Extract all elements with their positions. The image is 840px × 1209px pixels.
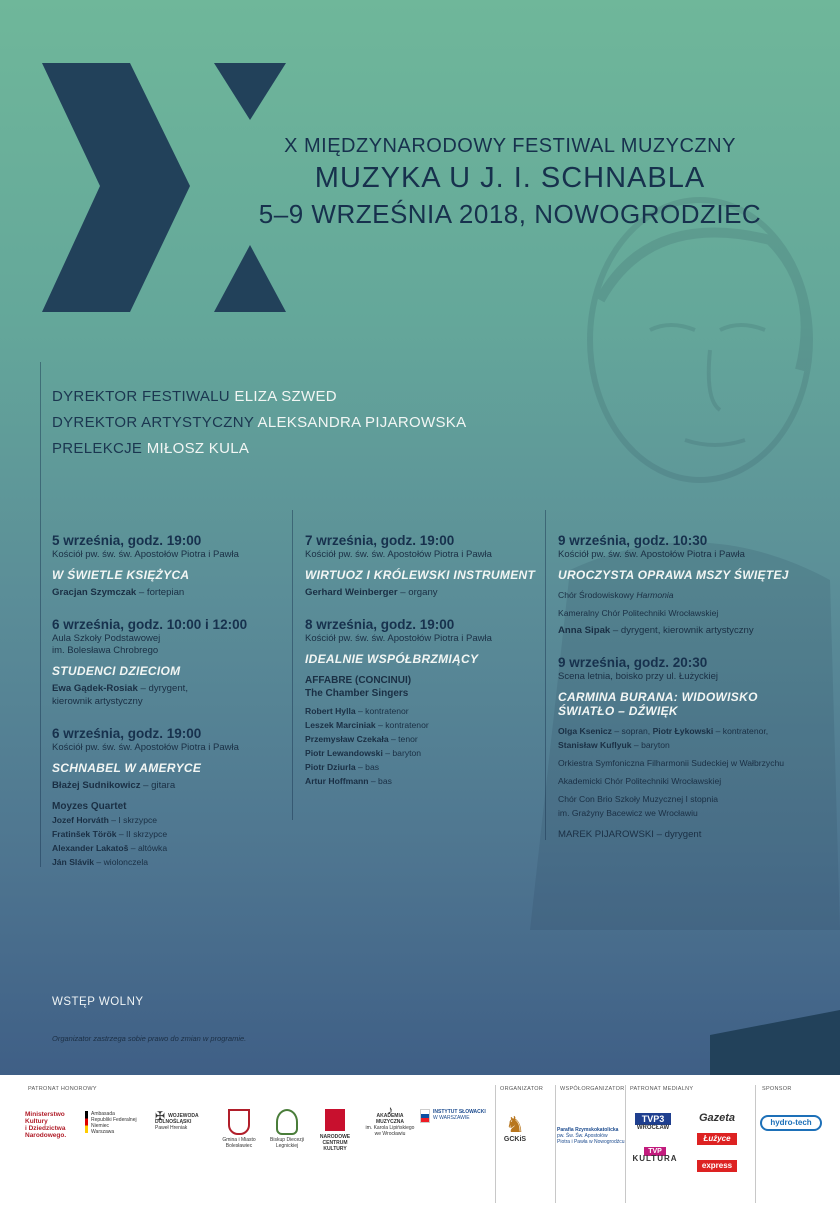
festival-dates-place: 5–9 WRZEŚNIA 2018, NOWOGRODZIEC: [258, 199, 762, 229]
ensemble-name: Chór Con Brio Szkoły Muzycznej I stopnia: [558, 794, 719, 804]
event-sept9-morning: [558, 533, 838, 637]
event-place: im. Bolesława Chrobrego: [52, 645, 159, 656]
event-place: Kościół pw. św. św. Apostołów Piotra i Pawła: [52, 549, 239, 560]
eagle-icon: ✠: [155, 1109, 166, 1123]
footer-divider: [555, 1085, 556, 1203]
ensemble-name: Moyzes Quartet: [52, 801, 127, 812]
event-sept8: [305, 617, 545, 788]
divider-middle: [292, 510, 293, 820]
lyre-icon: ♪: [387, 1103, 393, 1117]
event-date: 7 września, godz. 19:00: [305, 533, 455, 548]
coat-of-arms-icon: [228, 1109, 250, 1135]
ministry-of-culture-logo: Ministerstwo Kultury i Dziedzictwa Narodowego.: [25, 1111, 67, 1139]
event-title: STUDENCI DZIECIOM: [52, 664, 181, 678]
ensemble-name: AFFABRE (CONCINUI): [305, 675, 412, 686]
event-title: UROCZYSTA OPRAWA MSZY ŚWIĘTEJ: [558, 568, 789, 582]
german-embassy-logo: Ambasada Republiki Federalnej Niemiec Warszawa: [85, 1111, 150, 1135]
event-sept5: [52, 533, 287, 599]
program-change-note: Organizator zastrzega sobie prawo do zmian w programie.: [52, 1034, 247, 1043]
luzyce-logo: Łużyce: [697, 1133, 737, 1145]
festival-heading: [250, 135, 770, 230]
event-sept6-morning: [52, 617, 287, 708]
event-date: 5 września, godz. 19:00: [52, 533, 202, 548]
event-date: 9 września, godz. 10:30: [558, 533, 708, 548]
heading-sponsor: SPONSOR: [762, 1086, 792, 1092]
event-place: Scena letnia, boisko przy ul. Łużyckiej: [558, 671, 718, 682]
heading-organizer: ORGANIZATOR: [500, 1086, 544, 1092]
choir: Chór Środowiskowy Harmonia: [558, 590, 674, 600]
boleslawiec-logo: Gmina i Miasto Bolesławiec: [222, 1109, 256, 1149]
heading-coorganizer: WSPÓŁORGANIZATOR: [560, 1086, 625, 1092]
program-column-3: [558, 533, 838, 859]
gckis-logo: ♞ GCKiS: [500, 1113, 530, 1143]
program-column-2: [305, 533, 545, 806]
heading-honorary-patronage: PATRONAT HONOROWY: [28, 1086, 97, 1092]
ensemble-member: Leszek Marciniak – kontratenor: [305, 720, 429, 730]
soloists: Stanisław Kuflyuk – baryton: [558, 740, 670, 750]
festival-edition: X MIĘDZYNARODOWY FESTIWAL MUZYCZNY: [284, 135, 736, 157]
event-sept6-evening: [52, 726, 287, 869]
nck-castle-icon: [325, 1109, 345, 1131]
hydrotech-logo: hydro-tech: [760, 1115, 822, 1131]
event-title: ŚWIATŁO – DŹWIĘK: [558, 704, 678, 718]
ensemble-member: Piotr Dziurla – bas: [305, 762, 380, 772]
event-title: IDEALNIE WSPÓŁBRZMIĄCY: [305, 652, 479, 666]
event-date: 9 września, godz. 20:30: [558, 655, 708, 670]
music-academy-logo: ♪ AKADEMIA MUZYCZNA im. Karola Lipińskiego we Wrocławiu: [362, 1107, 418, 1137]
event-date: 6 września, godz. 19:00: [52, 726, 202, 741]
ensemble-name: Orkiestra Symfoniczna Filharmonii Sudeckiej w Wałbrzychu: [558, 758, 785, 768]
ensemble-member: Robert Hylla – kontratenor: [305, 706, 409, 716]
festival-name: MUZYKA U J. I. SCHNABLA: [314, 162, 706, 194]
event-title: WIRTUOZ I KRÓLEWSKI INSTRUMENT: [305, 568, 536, 582]
tvp-kultura-logo: TVP KULTURA: [632, 1148, 678, 1163]
event-place: Kościół pw. św. św. Apostołów Piotra i Pawła: [52, 742, 239, 753]
director-line: PRELEKCJE MIŁOSZ KULA: [52, 440, 250, 457]
ensemble-member: Alexander Lakatoš – altówka: [52, 843, 168, 853]
corner-triangle-decoration: [710, 1010, 840, 1075]
gazeta-logo: Gazeta: [698, 1112, 736, 1124]
program-column-1: [52, 533, 287, 887]
tvp-kultura-badge: TVP: [644, 1147, 666, 1156]
event-place: Kościół pw. św. św. Apostołów Piotra i Pawła: [558, 549, 745, 560]
event-title: CARMINA BURANA: WIDOWISKO: [558, 690, 758, 704]
ensemble-member: Fratinšek Török – II skrzypce: [52, 829, 168, 839]
voivode-logo: ✠ WOJEWODA DOLNOŚLĄSKI Paweł Hreniak: [155, 1109, 199, 1131]
slovak-flag-icon: [420, 1109, 430, 1123]
conductor: MAREK PIJAROWSKI – dyrygent: [558, 829, 702, 840]
footer-divider: [755, 1085, 756, 1203]
event-sept9-evening: [558, 655, 838, 841]
event-date: 6 września, godz. 10:00 i 12:00: [52, 617, 248, 632]
footer-divider: [625, 1085, 626, 1203]
performer: Anna Sipak – dyrygent, kierownik artystyczny: [558, 625, 754, 636]
performer: Gracjan Szymczak – fortepian: [52, 587, 185, 598]
german-flag-icon: [85, 1111, 88, 1133]
soloists: Olga Ksenicz – sopran, Piotr Łykowski – kontratenor,: [558, 726, 769, 736]
director-line: DYREKTOR FESTIWALU ELIZA SZWED: [52, 388, 337, 405]
ensemble-member: Artur Hoffmann – bas: [305, 776, 392, 786]
tvp3-wroclaw-logo: TVP3 WROCŁAW: [636, 1114, 670, 1131]
sponsors-footer: [0, 1075, 840, 1209]
event-place: Kościół pw. św. św. Apostołów Piotra i Pawła: [305, 549, 492, 560]
footer-divider: [495, 1085, 496, 1203]
event-sept7: [305, 533, 545, 599]
express-logo: express: [697, 1160, 737, 1172]
divider-left: [40, 362, 41, 867]
nck-logo: NARODOWE CENTRUM KULTURY: [318, 1109, 352, 1152]
performer: Gerhard Weinberger – organy: [305, 587, 438, 598]
ensemble-member: Piotr Lewandowski – baryton: [305, 748, 422, 758]
ensemble-name: Akademicki Chór Politechniki Wrocławskiej: [558, 776, 722, 786]
event-title: W ŚWIETLE KSIĘŻYCA: [52, 568, 190, 582]
event-place: Kościół pw. św. św. Apostołów Piotra i Pawła: [305, 633, 492, 644]
ensemble-name: im. Grażyny Bacewicz we Wrocławiu: [558, 808, 698, 818]
ensemble-name: The Chamber Singers: [305, 688, 409, 699]
event-place: Aula Szkoły Podstawowej: [52, 633, 161, 644]
performer: Ewa Gądek-Rosiak – dyrygent, kierownik artystyczny: [52, 683, 188, 707]
slovak-institute-logo: INSTYTUT SŁOWACKI W WARSZAWIE: [420, 1109, 486, 1123]
performer: Błażej Sudnikowicz – gitara: [52, 780, 176, 791]
director-line: DYREKTOR ARTYSTYCZNY ALEKSANDRA PIJAROWSKA: [52, 414, 467, 431]
ensemble-member: Ján Slávik – wiolonczela: [52, 857, 149, 867]
directors-list: [52, 384, 466, 462]
choir: Kameralny Chór Politechniki Wrocławskiej: [558, 608, 719, 618]
gckis-emblem-icon: ♞: [505, 1112, 525, 1137]
parish-logo: Parafia Rzymskokatolicka pw. Św. Św. Apostołów Piotra i Pawła w Nowogrodźcu: [557, 1127, 625, 1145]
free-entry-notice: WSTĘP WOLNY: [52, 996, 144, 1008]
bishop-logo: Biskup Diecezji Legnickiej: [265, 1109, 309, 1149]
bishop-coat-of-arms-icon: [276, 1109, 298, 1135]
tvp3-badge: TVP3: [635, 1113, 671, 1125]
ensemble-member: Jozef Horváth – I skrzypce: [52, 815, 158, 825]
heading-media-patronage: PATRONAT MEDIALNY: [630, 1086, 694, 1092]
ensemble-member: Przemysław Czekała – tenor: [305, 734, 418, 744]
event-title: SCHNABEL W AMERYCE: [52, 761, 202, 775]
event-date: 8 września, godz. 19:00: [305, 617, 455, 632]
divider-right: [545, 510, 546, 840]
